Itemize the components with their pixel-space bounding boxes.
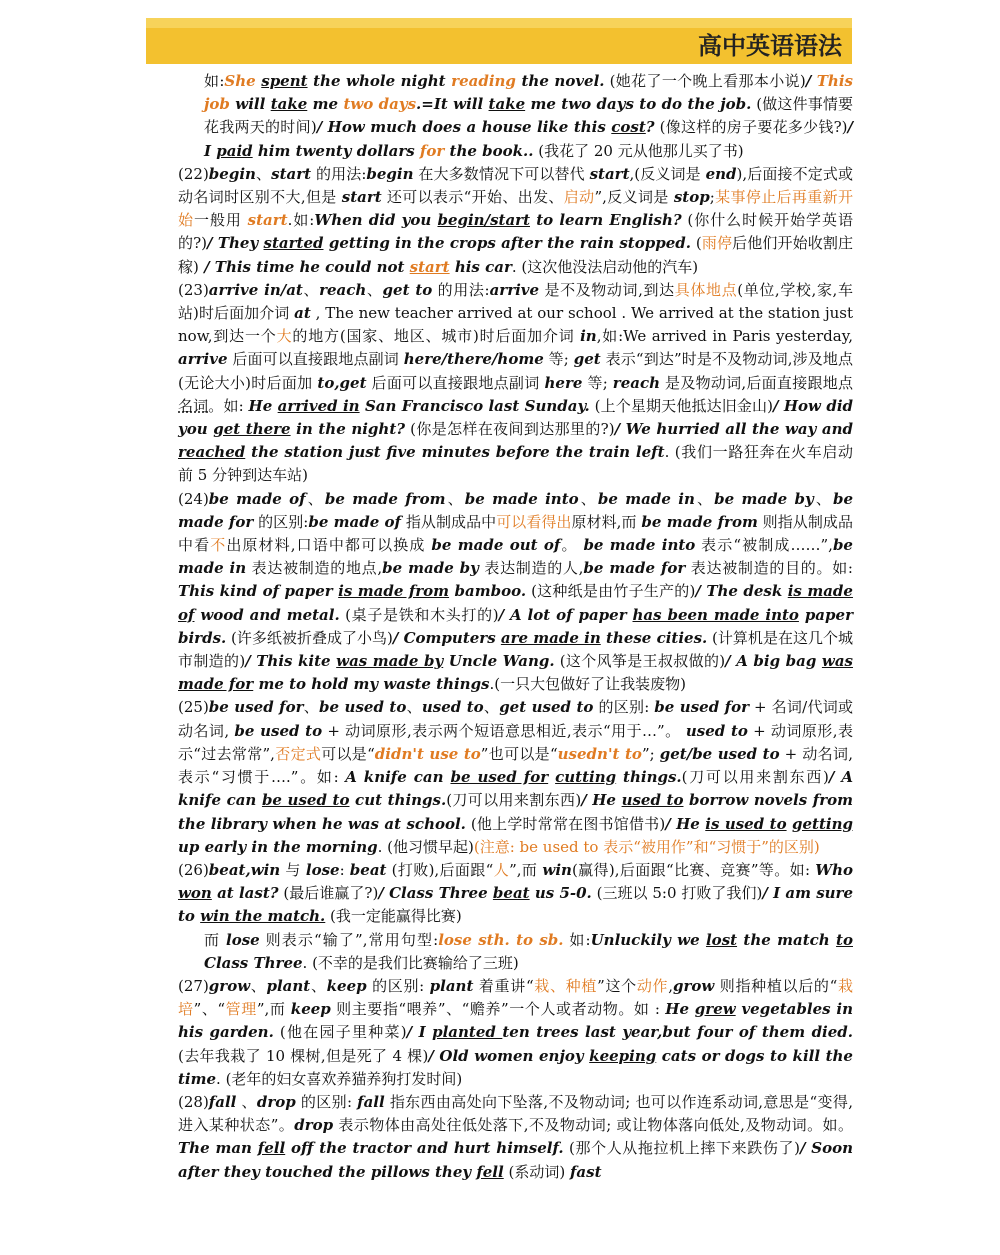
text-segment: + 动词原形,表示两个短语意思相近,表示“用于…”。 — [322, 721, 686, 740]
text-segment: has been made into — [632, 605, 799, 624]
text-segment: be made of — [308, 512, 402, 531]
text-segment: was made by — [336, 652, 444, 671]
text-segment: / I — [204, 118, 854, 160]
text-segment: plant — [429, 976, 474, 995]
text-segment: / — [805, 72, 817, 90]
text-segment: 、 — [303, 698, 320, 717]
text-segment: (刀可以用来割东西) — [681, 768, 829, 787]
text-segment: two days — [343, 95, 417, 114]
text-segment: 、 — [366, 280, 383, 299]
text-segment: getting in the crops after the rain stopped. — [323, 234, 691, 253]
text-segment: borrow novels from the library when he was at school. — [178, 791, 853, 833]
text-segment: used to — [421, 698, 484, 717]
text-segment: ”,而 — [256, 1000, 291, 1019]
text-segment: fell — [257, 1139, 286, 1158]
text-segment: be made from — [641, 512, 758, 531]
text-segment: are made in — [500, 628, 601, 647]
text-segment: be made from — [324, 489, 446, 508]
text-segment: 人 — [493, 860, 510, 879]
text-segment: start — [341, 188, 382, 207]
text-segment: 表达制造的人, — [478, 559, 584, 578]
text-segment: (他在园子里种菜) — [273, 1023, 407, 1042]
text-segment: / This kite — [245, 652, 337, 671]
text-segment: ( — [690, 234, 702, 253]
text-segment: paper birds. — [178, 605, 853, 647]
text-segment: get — [573, 350, 601, 369]
text-segment: 表示“被制成……”, — [695, 536, 833, 555]
text-segment: ”这个 — [597, 976, 637, 995]
text-segment: be made into — [583, 536, 696, 555]
text-segment: (去年我栽了 10 棵树,但是死了 4 棵) — [178, 1046, 429, 1065]
text-segment: usedn't to — [557, 744, 642, 763]
text-segment: 等; — [582, 373, 613, 392]
text-segment: A knife can — [345, 768, 451, 787]
text-segment: 而 — [204, 930, 227, 949]
text-segment: me to hold my waste things — [253, 675, 490, 694]
text-segment: begin — [208, 164, 256, 183]
text-segment: the whole night — [307, 72, 452, 90]
text-segment: lost — [705, 930, 738, 949]
text-segment: to learn English? — [530, 211, 682, 230]
text-segment: Class Three — [204, 953, 303, 972]
text-segment: 。 — [560, 536, 584, 555]
text-segment: fall — [208, 1092, 237, 1111]
text-segment: . (我们一路狂奔在火车启动前 5 分钟到达车站) — [178, 443, 853, 485]
text-segment: (你什么时候开始学英语的?) — [178, 211, 853, 253]
text-segment: wood and metal. — [194, 605, 340, 624]
text-segment: (25) — [178, 698, 209, 717]
text-segment: be made by — [382, 559, 479, 578]
text-segment: / The desk — [695, 582, 788, 601]
paragraph-continuation — [178, 70, 853, 163]
text-segment: 在大多数情况下可以替代 — [413, 164, 590, 183]
text-segment: win — [542, 860, 572, 879]
text-segment: 的用法: — [311, 164, 367, 183]
text-segment: (像这样的房子要花多少钱?) — [654, 118, 848, 137]
text-segment: beat — [492, 884, 530, 903]
text-segment: 出原材料,口语中都可以换成 — [226, 536, 432, 555]
text-segment: ),后面接不定式或动名词时区别不大,但是 — [178, 164, 853, 207]
text-segment: / We hurried all the way and — [614, 420, 854, 439]
text-segment: start — [247, 211, 288, 230]
text-segment: cats or dogs to kill the time — [178, 1046, 853, 1088]
text-segment: 表达被制造的地点, — [246, 559, 383, 578]
text-segment: .=It will — [416, 95, 489, 114]
text-segment: She — [224, 72, 262, 90]
text-segment: 、 — [305, 489, 325, 508]
text-segment: 如: — [204, 72, 225, 90]
text-segment: 不 — [210, 536, 227, 555]
text-segment: 则指种植以后的“ — [714, 976, 838, 995]
text-segment: reach — [612, 373, 661, 392]
text-segment: 着重讲“ — [473, 976, 534, 995]
text-segment: won — [178, 884, 212, 903]
text-segment: was made for — [178, 652, 853, 694]
text-segment: be used for — [208, 698, 304, 717]
text-segment: be made in — [597, 489, 695, 508]
text-segment: fast — [569, 1162, 602, 1181]
text-segment: When did you — [314, 211, 438, 230]
text-segment: 、 — [445, 489, 465, 508]
text-segment: here — [544, 373, 583, 392]
text-segment: (我一定能赢得比赛) — [325, 907, 462, 926]
text-segment: / How much does a house like this — [316, 118, 612, 137]
text-segment: 名词 — [178, 396, 209, 415]
text-segment: (27) — [178, 976, 209, 995]
text-segment: bamboo. — [449, 582, 527, 601]
text-segment: start — [271, 164, 312, 183]
text-segment: started — [263, 234, 324, 253]
text-segment: 管理 — [225, 1000, 257, 1019]
text-segment: take — [488, 95, 526, 114]
text-segment: (24) — [178, 489, 209, 508]
text-segment: start — [589, 164, 630, 183]
text-segment: 还可以表示“开始、出发、 — [381, 188, 564, 207]
text-segment: arrive — [178, 350, 228, 369]
text-segment: 、 — [578, 489, 598, 508]
text-segment: didn't use to — [374, 744, 481, 763]
text-segment: take — [270, 95, 308, 114]
text-segment: get there — [213, 420, 291, 439]
text-segment: . (老年的妇女喜欢养猫养狗打发时间) — [216, 1069, 463, 1088]
text-segment: / A big bag — [725, 652, 822, 671]
text-segment: (上个星期天他抵达旧金山) — [589, 396, 774, 415]
text-segment: (23) — [178, 280, 209, 299]
text-segment: fell — [476, 1162, 504, 1181]
text-segment: win the match. — [200, 907, 326, 926]
text-segment: 则指从制成品中看 — [178, 512, 853, 555]
text-segment: (系动词) — [503, 1162, 570, 1181]
text-segment: (那个人从拖拉机上摔下来跌伤了) — [563, 1139, 800, 1158]
text-segment: arrive — [489, 280, 540, 299]
text-segment: be made for — [178, 489, 853, 531]
text-segment: This kind of paper — [178, 582, 339, 601]
text-segment: (注意: be used to 表示“被用作”和“习惯于”的区别) — [473, 837, 820, 856]
text-segment: / Soon after they touched the pillows they — [178, 1139, 854, 1181]
text-segment: .(一只大包做好了让我装废物) — [489, 675, 686, 694]
text-segment: start — [409, 257, 450, 276]
text-segment: the novel. — [515, 72, 605, 90]
text-segment: be made of — [208, 489, 306, 508]
text-segment: arrived in — [277, 396, 360, 415]
text-segment: him twenty dollars — [252, 141, 420, 160]
text-segment: be made out of — [431, 536, 561, 555]
text-segment: get to — [382, 280, 433, 299]
text-segment: planted — [432, 1023, 503, 1042]
text-segment: 后面可以直接跟地点副词 — [227, 350, 404, 369]
text-segment: 、 — [310, 976, 327, 995]
text-segment: . (这次他没法启动他的汽车) — [511, 257, 699, 276]
text-segment: stop — [673, 188, 710, 207]
text-segment: , — [668, 976, 673, 995]
text-segment: grow — [208, 976, 251, 995]
text-segment: This job — [204, 72, 853, 114]
text-segment: beat — [349, 860, 387, 879]
text-segment: be made in — [178, 536, 853, 578]
text-segment: 表达被制造的目的。如: — [685, 559, 853, 578]
text-segment: / Computers — [392, 628, 501, 647]
text-segment: ? — [645, 118, 655, 137]
text-segment: at last? — [211, 884, 279, 903]
text-segment: (这种纸是由竹子生产的) — [526, 582, 696, 601]
text-segment: cut things. — [349, 791, 447, 810]
text-segment: 与 — [280, 860, 306, 879]
text-segment: Unluckily we — [590, 930, 706, 949]
text-segment: He — [665, 1000, 695, 1019]
text-segment: 可以是“ — [321, 744, 375, 763]
paragraph-27-grow-plant-keep — [178, 975, 853, 1091]
text-segment: (最后谁赢了?) — [278, 884, 379, 903]
text-segment: used to — [685, 721, 748, 740]
text-segment: 、 — [236, 1092, 257, 1111]
text-segment: 表示“到达”时是不及物动词,涉及地点(无论大小)时后面加 — [178, 350, 853, 392]
text-segment: reading — [451, 72, 516, 90]
text-segment: used to — [621, 791, 684, 810]
text-segment: (26) — [178, 860, 209, 879]
text-segment: be used for — [654, 698, 750, 717]
text-segment: ,如:We arrived in Paris yesterday, — [596, 327, 853, 346]
text-segment: (赢得),后面跟“比赛、竞赛”等。如: — [571, 860, 816, 879]
text-segment: (做这件事情要花我两天的时间) — [204, 95, 854, 137]
text-segment: keep — [326, 976, 367, 995]
text-segment: reach — [319, 280, 367, 299]
text-segment: to,get — [317, 373, 367, 392]
text-segment: 可以看得出 — [496, 512, 572, 531]
text-segment: keeping — [589, 1046, 657, 1065]
text-segment: paid — [216, 141, 253, 160]
text-segment: ”; — [641, 744, 660, 763]
text-segment: / I am sure to — [178, 884, 853, 926]
text-segment: 大 — [276, 327, 293, 346]
text-segment: 指从制成品中 — [401, 512, 497, 531]
text-segment: (我花了 20 元从他那儿买了书) — [533, 141, 744, 160]
text-segment: be made by — [714, 489, 814, 508]
text-segment: here/there/home — [403, 350, 544, 369]
text-segment: (三班以 5:0 打败了我们) — [591, 884, 763, 903]
text-segment: ten trees last year,but four of them died. — [502, 1023, 854, 1042]
text-segment: 则表示“输了”,常用句型: — [259, 930, 439, 949]
text-segment: 启动 — [563, 188, 595, 207]
text-segment: 表示物体由高处往低处落下,不及物动词; 或让物体落向低处,及物动词。如。 — [333, 1116, 853, 1135]
text-segment: fall — [357, 1092, 385, 1111]
text-segment: / They — [207, 234, 264, 253]
text-segment: these cities. — [600, 628, 708, 647]
text-segment: / He — [581, 791, 622, 810]
text-segment: 具体地点 — [674, 280, 738, 299]
text-segment: drop — [256, 1092, 296, 1111]
text-segment: + 名词/代词或动名词, — [178, 698, 853, 740]
text-segment: ”,而 — [509, 860, 543, 879]
text-segment: beat,win — [208, 860, 281, 879]
text-segment: 、 — [813, 489, 833, 508]
text-segment: 原材料,而 — [571, 512, 642, 531]
text-segment: be made for — [583, 559, 686, 578]
text-segment: in — [580, 327, 597, 346]
text-segment: (他上学时常常在图书馆借书) — [465, 814, 666, 833]
text-segment: is used to — [705, 814, 787, 833]
text-segment: San Francisco last Sunday. — [359, 396, 590, 415]
text-segment: plant — [266, 976, 311, 995]
text-segment: 动作 — [636, 976, 669, 995]
text-segment: ”也可以是“ — [480, 744, 558, 763]
text-segment: / How did you — [178, 396, 854, 439]
text-segment: 后他们开始收割庄稼) — [178, 234, 853, 276]
text-segment: He — [248, 396, 278, 415]
text-segment: get/be used to — [659, 744, 780, 763]
text-segment: grow — [673, 976, 715, 995]
text-segment: 如: — [563, 930, 591, 949]
text-segment: cutting — [555, 768, 617, 787]
text-segment: for — [419, 141, 445, 160]
paragraph-28-fall-drop — [178, 1091, 853, 1184]
text-segment: / He — [665, 814, 706, 833]
text-segment: 指东西由高处向下坠落,不及物动词; 也可以作连系动词,意思是“变得,进入某种状态”。 — [178, 1092, 853, 1135]
text-segment: / A lot of paper — [498, 605, 633, 624]
text-segment: reached — [178, 443, 246, 462]
text-segment: his car — [449, 257, 512, 276]
text-segment: ”,反义词是 — [594, 188, 674, 207]
text-segment: . (他习惯早起) — [377, 837, 474, 856]
text-segment: grew — [694, 1000, 736, 1019]
text-segment: 是及物动词,后面直接跟地点 — [660, 373, 853, 392]
text-segment: the book.. — [444, 141, 534, 160]
text-segment: lose sth. to sb. — [438, 930, 564, 949]
text-segment: 。如: — [208, 396, 249, 415]
text-segment: 栽、种植 — [533, 976, 598, 995]
header-bar — [146, 18, 852, 64]
text-segment: 雨停 — [701, 234, 733, 253]
text-segment: vegetables in his garden. — [178, 1000, 853, 1042]
text-segment: (打败),后面跟“ — [386, 860, 494, 879]
text-segment: (桌子是铁和木头打的) — [339, 605, 499, 624]
text-segment: keep — [290, 1000, 331, 1019]
text-segment: 、 — [250, 976, 267, 995]
text-segment: ; — [709, 188, 715, 207]
paragraph-26-lose — [178, 929, 853, 975]
text-segment: (这个风筝是王叔叔做的) — [554, 652, 726, 671]
text-segment: us 5-0. — [529, 884, 592, 903]
text-segment: be made into — [464, 489, 579, 508]
text-segment: 、 — [483, 698, 500, 717]
text-segment: / Old women enjoy — [428, 1046, 590, 1065]
text-segment: be used to — [319, 698, 407, 717]
text-segment: in the night? — [290, 420, 406, 439]
text-segment: Uncle Wang. — [443, 652, 555, 671]
text-segment: 否定式 — [274, 744, 322, 763]
text-segment: 的区别: — [253, 512, 309, 531]
text-segment: + 动词原形,表示“过去常常”, — [178, 721, 853, 763]
text-segment: begin — [366, 164, 414, 183]
document-body — [178, 70, 853, 1184]
page-title: 高中英语语法 — [698, 32, 842, 60]
paragraph-23-arrive-reach-get — [178, 279, 853, 488]
text-segment: begin/start — [437, 211, 530, 230]
text-segment: spent — [261, 72, 308, 90]
text-segment: : — [339, 860, 350, 879]
text-segment: The man — [178, 1139, 258, 1158]
text-segment: . (不幸的是我们比赛输给了三班) — [302, 953, 519, 972]
text-segment: will — [229, 95, 271, 114]
text-segment: the station just five minutes before the train left — [245, 443, 665, 462]
text-segment: things. — [616, 768, 682, 787]
text-segment: end — [705, 164, 737, 183]
text-segment: off the tractor and hurt himself. — [285, 1139, 564, 1158]
text-segment: to — [836, 930, 853, 949]
text-segment: 的区别: — [366, 976, 430, 995]
text-segment: (22) — [178, 164, 209, 183]
text-segment: 某事停止后再重新开始 — [178, 188, 853, 230]
text-segment: the match — [737, 930, 837, 949]
text-segment: + 动名词,表示“习惯于….”。如: — [178, 744, 854, 787]
text-segment: 等; — [543, 350, 574, 369]
text-segment: 一般用 — [193, 211, 248, 230]
text-segment: (她花了一个晚上看那本小说) — [604, 72, 806, 90]
text-segment: up early in the morning — [178, 837, 378, 856]
text-segment: , The new teacher arrived at our school . We arrived at the station just now,到达一个 — [178, 304, 853, 346]
text-segment: be used to — [261, 791, 350, 810]
text-segment: 的地方(国家、地区、城市)时后面加介词 — [292, 327, 581, 346]
text-segment: (28) — [178, 1092, 209, 1111]
text-segment: 、 — [302, 280, 320, 299]
text-segment: getting — [792, 814, 853, 833]
text-segment: me — [307, 95, 344, 114]
text-segment: be used to — [234, 721, 323, 740]
text-segment: lose — [305, 860, 340, 879]
text-segment: 、 — [406, 698, 422, 717]
text-segment: 栽培 — [178, 976, 853, 1019]
paragraph-24-be-made — [178, 488, 853, 697]
text-segment: 、 — [694, 489, 715, 508]
text-segment: / This time he could not — [198, 257, 410, 276]
text-segment: be used for — [450, 768, 549, 787]
paragraph-25-used-to — [178, 696, 853, 858]
text-segment: get used to — [499, 698, 594, 717]
text-segment: .如: — [287, 211, 315, 230]
text-segment: Who — [815, 860, 853, 879]
text-segment: 是不及物动词,到达 — [539, 280, 675, 299]
text-segment: cost — [611, 118, 646, 137]
text-segment: 的区别: — [593, 698, 655, 717]
text-segment: / I — [406, 1023, 433, 1042]
text-segment: at — [294, 304, 311, 323]
paragraph-26-beat-win-lose — [178, 859, 853, 929]
text-segment: (你是怎样在夜间到达那里的?) — [405, 420, 615, 439]
text-segment: ,(反义词是 — [629, 164, 706, 183]
text-segment: (许多纸被折叠成了小鸟) — [226, 628, 393, 647]
text-segment: 、 — [255, 164, 272, 183]
text-segment: (刀可以用来割东西) — [446, 791, 582, 810]
text-segment: lose — [226, 930, 260, 949]
text-segment: / Class Three — [378, 884, 493, 903]
text-segment: arrive in/at — [208, 280, 303, 299]
text-segment: me two days to do the job. — [525, 95, 752, 114]
text-segment: 的用法: — [432, 280, 490, 299]
text-segment: 后面可以直接跟地点副词 — [366, 373, 545, 392]
paragraph-22-begin-start — [178, 163, 853, 279]
text-segment: 则主要指“喂养”、“赡养”一个人或者动物。如 : — [330, 1000, 666, 1019]
text-segment: 的区别: — [295, 1092, 358, 1111]
text-segment: is made of — [178, 582, 853, 624]
text-segment: ”、“ — [193, 1000, 226, 1019]
text-segment: (计算机是在这几个城市制造的) — [178, 628, 854, 671]
text-segment: is made from — [338, 582, 450, 601]
text-segment: (单位,学校,家,车站)时后面加介词 — [178, 280, 853, 323]
text-segment: / A knife can — [178, 768, 853, 810]
text-segment: drop — [294, 1116, 334, 1135]
